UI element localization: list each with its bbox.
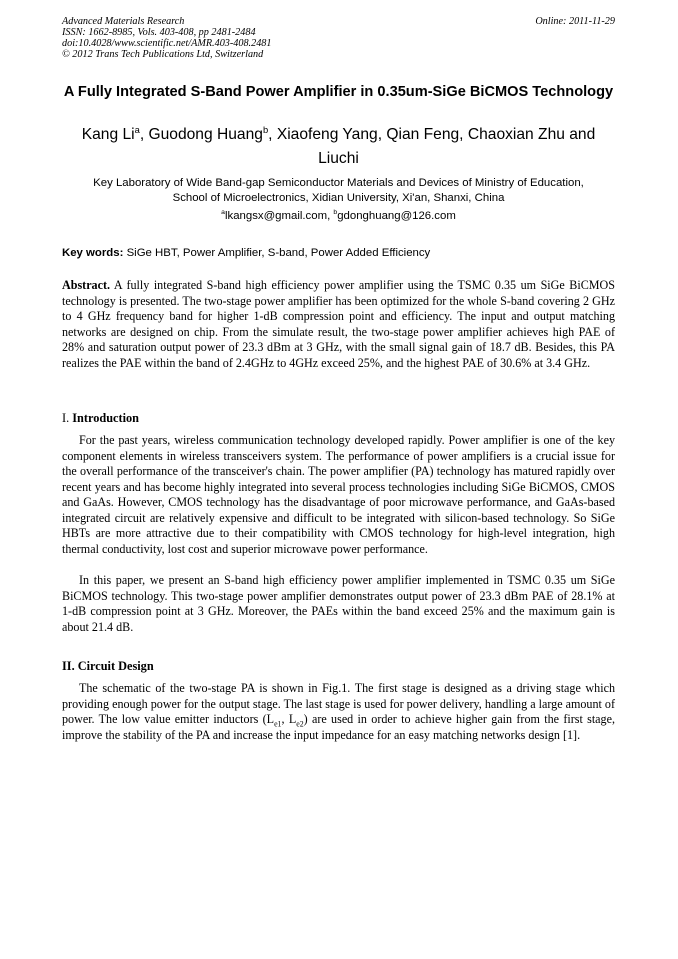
keywords <box>62 246 615 261</box>
author-emails <box>62 209 615 224</box>
author-names-rest: , Xiaofeng Yang, Qian Feng, Chaoxian Zhu and Liuchi <box>268 126 596 167</box>
email-mark: a <box>221 209 225 217</box>
journal-header <box>62 16 271 60</box>
section-number: I. <box>62 411 73 425</box>
section-title: Introduction <box>72 411 139 425</box>
doi-link[interactable]: doi:10.4028/www.scientific.net/AMR.403-408.2481 <box>62 38 272 49</box>
email-link[interactable]: gdonghuang@126.com <box>337 210 456 222</box>
section-heading-circuit-design <box>62 659 615 674</box>
intro-paragraph-1 <box>62 433 615 557</box>
paragraph-text: ) are used in order to achieve higher gain from the first stage, improve the stability of the PA and increase the input impedance for an easy matching networks design [1]. <box>62 712 615 742</box>
abstract-label: Abstract. <box>62 278 111 292</box>
intro-paragraph-2 <box>62 573 615 635</box>
issn-line: ISSN: 1662-8985, Vols. 403-408, pp 2481-2484 <box>62 27 256 38</box>
subscript: e1 <box>274 719 282 729</box>
author-list <box>62 123 615 170</box>
email-link[interactable]: lkangsx@gmail.com, <box>224 210 334 222</box>
abstract-text: A fully integrated S-band high efficiency power amplifier using the TSMC 0.35 um SiGe BiCMOS technology is presented. The two-stage power amplifier has been optimized for the whole S-band covering 2 GHz to 4 GHz frequency band for higher 1-dB compression point and efficiency. The input and output matching networks are designed on chip. From the simulate result, the two-stage power amplifier achieves high PAE of 28% and saturation output power of 23.3 dBm at 3 GHz, with the small signal gain of 18.7 dB. Besides, this PA realizes the PAE within the band of 2.4GHz to 4GHz exceed 25%, and the highest PAE of 30.6% at 3.4 GHz. <box>62 278 615 370</box>
paragraph-text: In this paper, we present an S-band high efficiency power amplifier implemented in TSMC 0.35 um SiGe BiCMOS technology. This two-stage power amplifier demonstrates output power of 23.3 dBm PAE of 28.1% at 1-dB compression point at 3 GHz. Moreover, the PAEs within the band exceed 25% and the maximum gain is about 21.4 dB. <box>62 573 615 634</box>
affiliation-line: School of Microelectronics, Xidian University, Xi'an, Shanxi, China <box>172 192 505 204</box>
section-heading-introduction <box>62 411 615 426</box>
keywords-text: SiGe HBT, Power Amplifier, S-band, Power Added Efficiency <box>123 247 431 259</box>
subscript: e2 <box>296 719 304 729</box>
keywords-label: Key words: <box>62 247 124 259</box>
paper-title: A Fully Integrated S-Band Power Amplifier in 0.35um-SiGe BiCMOS Technology <box>63 84 614 100</box>
section-title: II. Circuit Design <box>62 659 154 673</box>
paragraph-text: , L <box>281 712 297 726</box>
author-affil-mark: a <box>134 124 140 135</box>
circuit-paragraph-1 <box>62 681 615 743</box>
author-name: Kang Li <box>81 126 135 143</box>
paragraph-text: The schematic of the two-stage PA is shown in Fig.1. The first stage is designed as a driving stage which providing enough power for the output stage. The last stage is used for power delivery, handling a large amount of power. The low value emitter inductors (L <box>62 681 615 726</box>
journal-name: Advanced Materials Research <box>62 16 185 27</box>
online-date: Online: 2011-11-29 <box>535 16 615 27</box>
abstract <box>62 278 615 371</box>
author-name: , Guodong Huang <box>139 126 263 143</box>
paragraph-text: For the past years, wireless communication technology developed rapidly. Power amplifier is one of the key component elements in wireless transceivers system. The performance of power amplifiers is a crucial issue for the overall performance of the transceiver's chain. The power amplifier (PA) technology has matured rapidly over recent years and has become highly integrated into several process technologies including SiGe BiCMOS, CMOS and GaAs. However, CMOS technology has the disadvantage of poor microwave performance, and GaAs-based integrated circuit are relatively expensive and difficult to be integrated with silicon-based technology. So SiGe HBTs are more attractive due to their compatibility with CMOS technology for high-level integration, high thermal conductivity, lost cost and superior microwave power performance. <box>62 433 615 556</box>
affiliation <box>62 176 615 206</box>
copyright-line: © 2012 Trans Tech Publications Ltd, Switzerland <box>62 49 264 60</box>
author-affil-mark: b <box>262 124 269 135</box>
affiliation-line: Key Laboratory of Wide Band-gap Semiconductor Materials and Devices of Ministry of Education, <box>93 177 584 189</box>
email-mark: b <box>333 209 338 217</box>
